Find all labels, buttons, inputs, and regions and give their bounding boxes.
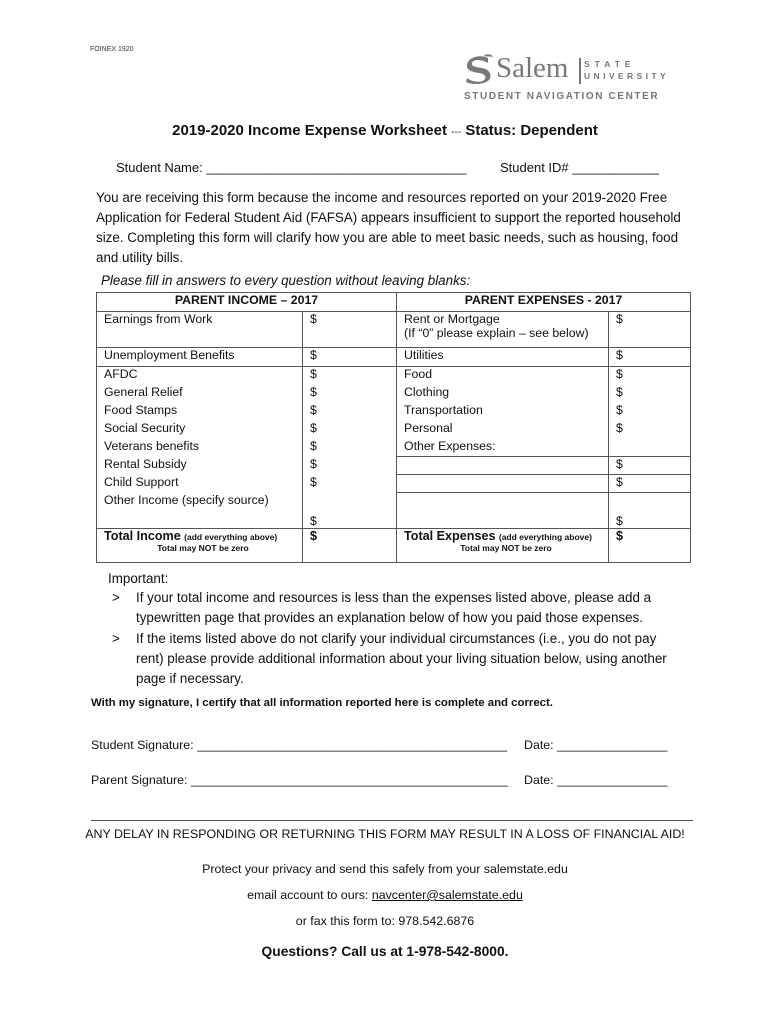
total-income-field[interactable]: $: [303, 529, 397, 563]
page-title: [0, 122, 770, 139]
expense-amount-field[interactable]: $: [609, 457, 691, 475]
parent-signature-line[interactable]: ______________________________________________: [190, 773, 508, 787]
income-label: Rental Subsidy: [97, 457, 303, 475]
income-label: General Relief: [97, 385, 303, 403]
income-amount-field[interactable]: $: [303, 493, 397, 529]
form-code: FOINEX 1920: [90, 46, 134, 53]
income-amount-field[interactable]: $: [303, 421, 397, 439]
total-income-cell: [97, 529, 303, 563]
expense-label: [397, 312, 609, 348]
total-expense-field[interactable]: $: [609, 529, 691, 563]
divider: [91, 820, 693, 821]
expense-amount-field[interactable]: $: [609, 403, 691, 421]
income-label: Social Security: [97, 421, 303, 439]
total-expense-hint: (add everything above): [498, 532, 592, 542]
total-expense-cell: [397, 529, 609, 563]
title-status: Status: Dependent: [465, 122, 598, 139]
expense-other-line[interactable]: [397, 493, 609, 529]
income-label: Other Income (specify source): [97, 493, 303, 529]
expense-label-text: Rent or Mortgage: [404, 312, 500, 326]
income-label: Unemployment Benefits: [97, 348, 303, 367]
total-income-note: Total may NOT be zero: [157, 543, 249, 553]
date-label: Date:: [524, 738, 554, 752]
salem-mark-icon: [462, 54, 496, 84]
expense-label: Other Expenses:: [397, 439, 609, 457]
student-name-field[interactable]: [116, 160, 467, 175]
income-amount-field[interactable]: $: [303, 348, 397, 367]
expense-header: PARENT EXPENSES - 2017: [397, 293, 691, 312]
expense-subnote: (If “0” please explain – see below): [404, 326, 589, 340]
expense-other-line[interactable]: [397, 457, 609, 475]
expense-amount-field[interactable]: $: [609, 385, 691, 403]
logo-university: UNIVERSITY: [584, 71, 670, 81]
income-amount-field[interactable]: $: [303, 457, 397, 475]
title-main: 2019-2020 Income Expense Worksheet: [172, 122, 447, 139]
expense-amount-field[interactable]: $: [609, 367, 691, 385]
expense-amount-field[interactable]: $: [609, 348, 691, 367]
bullet-marker: >: [112, 590, 120, 605]
expense-amount-field[interactable]: [609, 439, 691, 457]
important-item: If your total income and resources is less than the expenses listed above, please add a typewritten page that provides an explanation below of how you paid those expenses.: [136, 590, 652, 625]
income-amount-field[interactable]: $: [303, 312, 397, 348]
parent-signature-field[interactable]: [91, 773, 508, 787]
title-separator: ---: [451, 127, 462, 138]
fax-line: or fax this form to: 978.542.6876: [295, 914, 475, 928]
email-prefix: email account to ours:: [247, 888, 369, 902]
logo-center-name: STUDENT NAVIGATION CENTER: [464, 91, 660, 102]
student-name-label: Student Name:: [116, 160, 203, 175]
expense-amount-field[interactable]: $: [609, 421, 691, 439]
student-signature-field[interactable]: [91, 738, 507, 752]
logo-state: STATE: [584, 59, 636, 69]
total-income-label: Total Income: [104, 529, 181, 543]
expense-amount-field[interactable]: $: [609, 312, 691, 348]
expense-amount-field[interactable]: $: [609, 475, 691, 493]
worksheet-table: [96, 292, 691, 563]
date-line[interactable]: ________________: [557, 773, 668, 787]
date-line[interactable]: ________________: [557, 738, 668, 752]
income-amount-field[interactable]: $: [303, 367, 397, 385]
instruction-text: Please fill in answers to every question without leaving blanks:: [101, 273, 471, 288]
salem-state-logo: [462, 52, 692, 108]
student-id-label: Student ID#: [500, 160, 569, 175]
student-date-field[interactable]: [524, 738, 667, 752]
income-label: Earnings from Work: [97, 312, 303, 348]
expense-amount-field[interactable]: $: [609, 493, 691, 529]
income-label: Child Support: [97, 475, 303, 493]
expense-label: Utilities: [397, 348, 609, 367]
total-income-hint: (add everything above): [184, 532, 278, 542]
certification-statement: With my signature, I certify that all information reported here is complete and correct.: [91, 697, 553, 709]
email-line: [0, 888, 770, 902]
income-amount-field[interactable]: $: [303, 439, 397, 457]
bullet-marker: >: [112, 631, 120, 646]
income-amount-field[interactable]: $: [303, 475, 397, 493]
income-amount-field[interactable]: $: [303, 403, 397, 421]
intro-paragraph: You are receiving this form because the income and resources reported on your 2019-2020 Free Application for Federal Student Aid (FAFSA) appears insufficient to support the reported household size. Completing this form will clarify how you are able to meet basic needs, such as housing, food and utility bills.: [96, 190, 681, 265]
student-name-line[interactable]: ____________________________________: [206, 160, 467, 175]
important-label: Important:: [108, 571, 169, 586]
parent-date-field[interactable]: [524, 773, 667, 787]
privacy-note: Protect your privacy and send this safely from your salemstate.edu: [202, 862, 568, 876]
delay-warning: ANY DELAY IN RESPONDING OR RETURNING THIS FORM MAY RESULT IN A LOSS OF FINANCIAL AID!: [85, 827, 685, 841]
expense-label: Personal: [397, 421, 609, 439]
expense-label: Transportation: [397, 403, 609, 421]
logo-divider: [579, 58, 581, 84]
income-amount-field[interactable]: $: [303, 385, 397, 403]
important-item: If the items listed above do not clarify your individual circumstances (i.e., you do not pay rent) please provide additional information about your living situation below, using another page if necessary.: [136, 631, 667, 686]
date-label: Date:: [524, 773, 554, 787]
total-expense-label: Total Expenses: [404, 529, 496, 543]
student-id-line[interactable]: ____________: [572, 160, 660, 175]
email-link[interactable]: navcenter@salemstate.edu: [371, 888, 523, 902]
student-signature-line[interactable]: _____________________________________________: [197, 738, 508, 752]
contact-phone: Questions? Call us at 1-978-542-8000.: [261, 944, 509, 959]
total-expense-note: Total may NOT be zero: [460, 543, 552, 553]
income-label: AFDC: [97, 367, 303, 385]
student-signature-label: Student Signature:: [91, 738, 194, 752]
income-label: Veterans benefits: [97, 439, 303, 457]
student-id-field[interactable]: [500, 160, 659, 175]
logo-wordmark: Salem: [496, 52, 569, 84]
income-label: Food Stamps: [97, 403, 303, 421]
expense-other-line[interactable]: [397, 475, 609, 493]
expense-label: Clothing: [397, 385, 609, 403]
income-header: PARENT INCOME – 2017: [97, 293, 397, 312]
parent-signature-label: Parent Signature:: [91, 773, 188, 787]
expense-label: Food: [397, 367, 609, 385]
